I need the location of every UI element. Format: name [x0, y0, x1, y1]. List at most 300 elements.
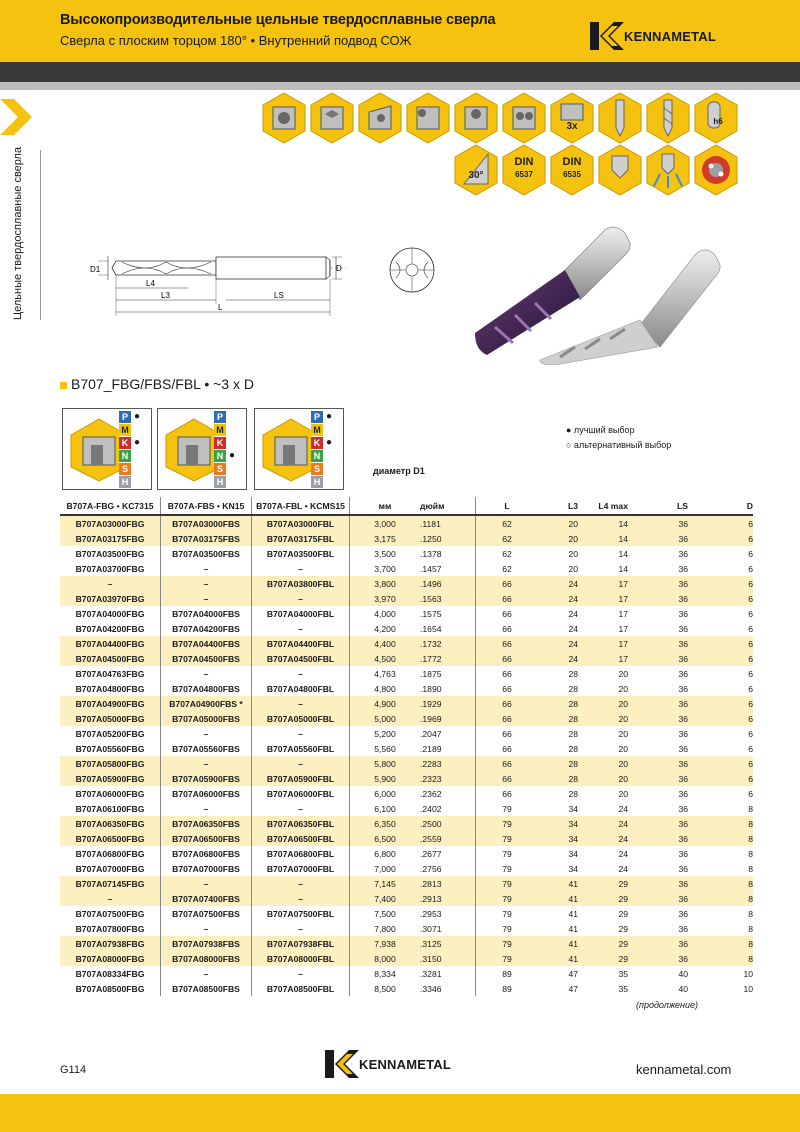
- cell-fbs: B707A05560FBS: [161, 741, 252, 756]
- cell-inch: .3125: [420, 936, 476, 951]
- cell-inch: .2283: [420, 756, 476, 771]
- cell-fbg: B707A03000FBG: [60, 515, 161, 531]
- col-l: L: [476, 497, 539, 515]
- material-rating: [134, 449, 146, 462]
- cell-ls: 36: [628, 711, 688, 726]
- cell-fbl: B707A07500FBL: [252, 906, 350, 921]
- cell-fbs: B707A04400FBS: [161, 636, 252, 651]
- cell-fbg: B707A05900FBG: [60, 771, 161, 786]
- din-6535-label-b: 6535: [563, 170, 581, 179]
- table-row: [60, 531, 753, 546]
- cell-fbl: B707A08500FBL: [252, 981, 350, 996]
- cell-fbl: B707A06000FBL: [252, 786, 350, 801]
- drill-straight-icon: [598, 92, 642, 144]
- cell-l3: 34: [568, 848, 578, 859]
- material-rating: [229, 475, 241, 488]
- cell-d: 6: [688, 591, 753, 606]
- cell-l4: 17: [578, 636, 628, 651]
- material-rating: [229, 423, 241, 436]
- diameter-header: диаметр D1: [373, 466, 425, 476]
- cell-d: 8: [688, 891, 753, 906]
- cell-l3: 34: [568, 863, 578, 874]
- table-row: [60, 606, 753, 621]
- cell-ls: 36: [628, 771, 688, 786]
- cell-l3: 41: [538, 936, 578, 951]
- table-row: [60, 936, 753, 951]
- cell-inch: .3150: [420, 951, 476, 966]
- material-n: N: [214, 450, 226, 463]
- cell-d: 6: [748, 728, 753, 739]
- cell-fbg: B707A03970FBG: [60, 591, 161, 606]
- cell-fbl: –: [252, 801, 350, 816]
- cell-l3: 24: [538, 591, 578, 606]
- table-row: [60, 711, 753, 726]
- material-p: P: [214, 411, 226, 424]
- cell-fbs: –: [161, 591, 252, 606]
- dim-d1: D1: [90, 265, 101, 274]
- material-group-column: [119, 411, 131, 489]
- cell-mm: 5,900: [350, 771, 421, 786]
- cell-fbg: B707A06800FBG: [75, 848, 145, 859]
- cell-inch: .2047: [420, 728, 442, 739]
- cell-fbl: –: [252, 756, 350, 771]
- cell-l4: 17: [618, 623, 628, 634]
- cell-l3: 28: [568, 668, 578, 679]
- table-row: [60, 786, 753, 801]
- cell-inch: .1875: [420, 668, 442, 679]
- drill-point-icon: [598, 144, 642, 196]
- cell-inch: .1378: [420, 548, 442, 559]
- cell-l4: 17: [578, 576, 628, 591]
- material-m: M: [311, 424, 323, 437]
- material-rating: [326, 449, 338, 462]
- header-bar: [0, 0, 800, 62]
- cell-fbs: B707A04500FBS: [161, 651, 252, 666]
- cell-mm: 4,763: [350, 666, 421, 681]
- cell-l3: 24: [538, 576, 578, 591]
- kennametal-logo-icon: [325, 1050, 359, 1078]
- cell-mm: 6,500: [350, 831, 421, 846]
- depth-ratio-label: 3x: [566, 121, 578, 132]
- cell-fbs: B707A05900FBS: [161, 771, 252, 786]
- through-hole-icon: [262, 92, 306, 144]
- table-header-row: [60, 497, 753, 515]
- cell-fbs: –: [161, 966, 252, 981]
- cell-d: 6: [748, 563, 753, 574]
- cell-d: 6: [688, 651, 753, 666]
- cell-d: 6: [688, 576, 753, 591]
- cell-fbg: B707A07500FBG: [75, 908, 145, 919]
- cell-fbs: –: [161, 576, 252, 591]
- cell-ls: 36: [678, 863, 688, 874]
- din-6535-label-a: DIN: [562, 156, 582, 168]
- cell-l4: 20: [578, 711, 628, 726]
- cell-fbl: B707A03500FBL: [252, 546, 350, 561]
- cell-l4: 14: [578, 515, 628, 531]
- cell-l4: 14: [578, 531, 628, 546]
- cell-l4: 17: [578, 651, 628, 666]
- table-row: [60, 981, 753, 996]
- cell-l: 66: [476, 786, 539, 801]
- cell-mm: 8,334: [350, 966, 421, 981]
- cell-fbg: B707A05560FBG: [75, 743, 145, 754]
- cell-l4: 17: [618, 608, 628, 619]
- cell-mm: 3,500: [350, 546, 421, 561]
- cell-inch: .1732: [420, 636, 476, 651]
- cell-fbs: –: [161, 726, 252, 741]
- table-row: [60, 546, 753, 561]
- cell-d: 10: [743, 983, 753, 994]
- material-rating: [229, 410, 241, 423]
- cell-mm: 3,700: [350, 561, 421, 576]
- cell-ls: 36: [628, 891, 688, 906]
- cell-inch: .2362: [420, 788, 442, 799]
- cell-inch: .2500: [420, 816, 476, 831]
- material-rating: [134, 462, 146, 475]
- cell-l: 66: [476, 711, 539, 726]
- website-link[interactable]: kennametal.com: [636, 1062, 732, 1077]
- cell-l3: 41: [538, 951, 578, 966]
- cell-fbg: B707A08500FBG: [75, 983, 145, 994]
- cell-l: 66: [476, 636, 539, 651]
- table-row: [60, 636, 753, 651]
- cell-l4: 20: [578, 771, 628, 786]
- cell-l: 79: [476, 876, 539, 891]
- dim-l4: L4: [146, 279, 155, 288]
- cell-mm: 4,900: [350, 696, 421, 711]
- cell-d: 6: [688, 771, 753, 786]
- cell-mm: 5,800: [350, 756, 421, 771]
- table-row: [60, 831, 753, 846]
- cell-l3: 20: [538, 515, 578, 531]
- cell-fbl: –: [252, 921, 350, 936]
- cell-ls: 36: [628, 951, 688, 966]
- material-card: [254, 408, 344, 490]
- cell-inch: .2323: [420, 771, 476, 786]
- table-row: [60, 951, 753, 966]
- depth-ratio-icon: [550, 92, 594, 144]
- cell-l: 89: [476, 966, 539, 981]
- cell-fbs: B707A07400FBS: [161, 891, 252, 906]
- cell-l3: 28: [538, 771, 578, 786]
- cell-mm: 4,500: [350, 651, 421, 666]
- material-rating: [134, 475, 146, 488]
- cell-ls: 36: [628, 651, 688, 666]
- cell-fbs: B707A04000FBS: [161, 606, 252, 621]
- col-ls: LS: [628, 497, 688, 515]
- cell-ls: 36: [678, 788, 688, 799]
- cell-d: 8: [688, 816, 753, 831]
- table-row: [60, 621, 753, 636]
- cell-d: 8: [688, 831, 753, 846]
- cell-fbl: B707A07000FBL: [252, 861, 350, 876]
- table-body: [60, 515, 753, 996]
- cell-l4: 20: [618, 788, 628, 799]
- cell-fbs: B707A07500FBS: [161, 906, 252, 921]
- cell-ls: 36: [678, 623, 688, 634]
- cell-l: 66: [476, 681, 539, 696]
- cell-mm: 8,500: [350, 981, 421, 996]
- table-row: [60, 771, 753, 786]
- cell-fbg: B707A08000FBG: [60, 951, 161, 966]
- cell-fbl: B707A03800FBL: [252, 576, 350, 591]
- side-section-label: Цельные твердосплавные сверла: [12, 146, 24, 320]
- cell-fbg: B707A04400FBG: [60, 636, 161, 651]
- cell-fbl: –: [252, 891, 350, 906]
- cell-ls: 36: [628, 756, 688, 771]
- cell-fbg: B707A07800FBG: [75, 923, 145, 934]
- cell-d: 6: [748, 683, 753, 694]
- cell-l3: 34: [568, 803, 578, 814]
- cell-fbs: B707A07000FBS: [161, 861, 252, 876]
- cell-fbg: B707A06350FBG: [60, 816, 161, 831]
- cell-l3: 41: [538, 891, 578, 906]
- cell-fbs: –: [161, 756, 252, 771]
- cell-l3: 41: [538, 876, 578, 891]
- cell-mm: 5,200: [350, 726, 421, 741]
- col-fbs: B707A-FBS • KN15: [161, 497, 252, 515]
- cell-ls: 36: [628, 816, 688, 831]
- cell-fbg: B707A05800FBG: [60, 756, 161, 771]
- cell-l3: 24: [568, 608, 578, 619]
- dim-d: D: [336, 264, 342, 273]
- curved-surface-icon: [454, 92, 498, 144]
- cell-fbl: –: [252, 666, 350, 681]
- section-title-text: B707_FBG/FBS/FBL • ~3 x D: [71, 376, 254, 392]
- cell-fbl: –: [252, 621, 350, 636]
- cell-l4: 14: [618, 563, 628, 574]
- material-n: N: [119, 450, 131, 463]
- cell-d: 6: [688, 711, 753, 726]
- cell-ls: 36: [628, 576, 688, 591]
- col-mm: мм: [350, 497, 421, 515]
- cell-mm: 3,175: [350, 531, 421, 546]
- cell-ls: 36: [678, 548, 688, 559]
- drill-helix-icon: [646, 92, 690, 144]
- table-row: [60, 861, 753, 876]
- material-rating: ●: [229, 450, 236, 461]
- cell-fbs: B707A05000FBS: [161, 711, 252, 726]
- cell-ls: 36: [678, 923, 688, 934]
- cell-ls: 36: [678, 728, 688, 739]
- cell-d: 8: [748, 803, 753, 814]
- cell-l3: 20: [568, 563, 578, 574]
- cell-fbl: B707A04400FBL: [252, 636, 350, 651]
- material-h: H: [119, 476, 131, 489]
- material-rating: [326, 423, 338, 436]
- table-row: [60, 515, 753, 531]
- cell-fbg: –: [60, 576, 161, 591]
- cell-fbs: B707A03175FBS: [161, 531, 252, 546]
- cell-inch: .2756: [420, 863, 442, 874]
- material-group-column: [311, 411, 323, 489]
- material-rating-column: [229, 410, 241, 488]
- cell-mm: 4,800: [350, 681, 421, 696]
- cell-fbs: –: [161, 921, 252, 936]
- header-stripe: [0, 62, 800, 82]
- material-group-column: [214, 411, 226, 489]
- cell-d: 10: [743, 968, 753, 979]
- cell-l: 62: [476, 546, 539, 561]
- cell-ls: 36: [628, 515, 688, 531]
- cell-mm: 3,000: [350, 515, 421, 531]
- cell-l4: 29: [578, 936, 628, 951]
- material-rating: [229, 436, 241, 449]
- cell-ls: 36: [678, 668, 688, 679]
- cell-fbs: B707A03500FBS: [161, 546, 252, 561]
- cell-d: 6: [748, 623, 753, 634]
- chevron-right-icon: [0, 95, 44, 139]
- cell-fbs: –: [161, 876, 252, 891]
- cell-fbs: B707A04900FBS *: [161, 696, 252, 711]
- cell-ls: 36: [678, 848, 688, 859]
- col-l3: L3: [538, 497, 578, 515]
- cell-l4: 24: [578, 831, 628, 846]
- entry-angle-label: 30°: [468, 170, 484, 181]
- table-row: [60, 591, 753, 606]
- table-row: [60, 966, 753, 981]
- cell-l3: 34: [538, 816, 578, 831]
- cell-fbl: B707A06500FBL: [252, 831, 350, 846]
- cell-fbs: B707A06800FBS: [161, 846, 252, 861]
- table-row: [60, 681, 753, 696]
- cell-fbg: B707A08334FBG: [75, 968, 145, 979]
- dim-l: L: [218, 303, 223, 312]
- cell-mm: 7,000: [350, 861, 421, 876]
- cell-l: 62: [476, 561, 539, 576]
- cell-mm: 4,400: [350, 636, 421, 651]
- cell-l: 79: [476, 906, 539, 921]
- cell-ls: 36: [678, 683, 688, 694]
- cell-mm: 5,560: [350, 741, 421, 756]
- page-subtitle: Сверла с плоским торцом 180° • Внутренний подвод СОЖ: [60, 33, 412, 48]
- cell-l: 66: [476, 726, 539, 741]
- cell-l: 66: [476, 756, 539, 771]
- cell-fbg: B707A06000FBG: [75, 788, 145, 799]
- cell-fbg: B707A04800FBG: [75, 683, 145, 694]
- kennametal-logo-icon: [590, 22, 624, 50]
- cell-fbg: B707A04763FBG: [75, 668, 145, 679]
- cell-mm: 6,800: [350, 846, 421, 861]
- material-k: K: [311, 437, 323, 450]
- cell-inch: .2189: [420, 743, 442, 754]
- cell-ls: 36: [628, 591, 688, 606]
- cell-fbs: –: [161, 801, 252, 816]
- edge-hole-icon: [406, 92, 450, 144]
- material-rating: [326, 475, 338, 488]
- cell-d: 8: [688, 876, 753, 891]
- cell-mm: 3,970: [350, 591, 421, 606]
- cell-ls: 36: [678, 563, 688, 574]
- cell-fbl: B707A04500FBL: [252, 651, 350, 666]
- cell-mm: 7,800: [350, 921, 421, 936]
- cell-fbg: –: [60, 891, 161, 906]
- side-divider: [40, 150, 41, 320]
- cell-ls: 36: [678, 908, 688, 919]
- material-card: [157, 408, 247, 490]
- cell-l3: 28: [568, 728, 578, 739]
- cell-ls: 40: [678, 968, 688, 979]
- table-row: [60, 576, 753, 591]
- continued-note: (продолжение): [636, 1000, 698, 1010]
- cell-mm: 7,400: [350, 891, 421, 906]
- cell-l: 89: [476, 981, 539, 996]
- material-s: S: [311, 463, 323, 476]
- cell-l3: 20: [538, 531, 578, 546]
- table-row: [60, 846, 753, 861]
- cell-l4: 24: [618, 803, 628, 814]
- material-s: S: [119, 463, 131, 476]
- cell-fbl: B707A06800FBL: [252, 846, 350, 861]
- cell-l4: 29: [578, 891, 628, 906]
- cell-l4: 20: [578, 696, 628, 711]
- cell-fbg: B707A04500FBG: [60, 651, 161, 666]
- cell-fbl: –: [252, 726, 350, 741]
- table-row: [60, 801, 753, 816]
- material-rating: [134, 423, 146, 436]
- cell-fbg: B707A04200FBG: [75, 623, 145, 634]
- cell-fbl: –: [252, 876, 350, 891]
- cell-mm: 6,100: [350, 801, 421, 816]
- cell-ls: 36: [628, 696, 688, 711]
- cell-ls: 36: [628, 636, 688, 651]
- cell-l3: 24: [538, 636, 578, 651]
- cell-l3: 28: [538, 696, 578, 711]
- cell-mm: 7,500: [350, 906, 421, 921]
- cell-ls: 40: [678, 983, 688, 994]
- cell-inch: .1457: [420, 563, 442, 574]
- product-table: [60, 497, 753, 996]
- table-row: [60, 696, 753, 711]
- material-n: N: [311, 450, 323, 463]
- footer-brand-name: KENNAMETAL: [359, 1056, 452, 1072]
- drill-dimension-drawing: [86, 240, 446, 320]
- cell-l4: 20: [618, 728, 628, 739]
- cell-inch: .3281: [420, 968, 442, 979]
- cell-l3: 28: [568, 788, 578, 799]
- material-rating: ●: [326, 411, 333, 422]
- legend-alt: ○ альтернативный выбор: [566, 440, 672, 450]
- legend-best: ● лучший выбор: [566, 425, 635, 435]
- footer-bar: [0, 1094, 800, 1132]
- material-k: K: [119, 437, 131, 450]
- col-d: D: [688, 497, 753, 515]
- brand-name: KENNAMETAL: [624, 28, 717, 44]
- cell-fbl: –: [252, 561, 350, 576]
- legend: [566, 423, 671, 453]
- cell-l4: 20: [578, 756, 628, 771]
- cell-ls: 36: [628, 831, 688, 846]
- cell-l4: 29: [578, 876, 628, 891]
- cell-l4: 14: [618, 548, 628, 559]
- cell-l: 62: [476, 531, 539, 546]
- cell-inch: .2559: [420, 831, 476, 846]
- table-row: [60, 666, 753, 681]
- cell-d: 6: [688, 515, 753, 531]
- cell-l3: 20: [568, 548, 578, 559]
- drill-product-photo: [465, 215, 745, 365]
- cell-mm: 6,350: [350, 816, 421, 831]
- cell-fbg: B707A05000FBG: [60, 711, 161, 726]
- cell-d: 8: [688, 951, 753, 966]
- cell-d: 6: [748, 743, 753, 754]
- cell-inch: .1575: [420, 608, 442, 619]
- material-rating: [229, 462, 241, 475]
- cell-l4: 35: [618, 983, 628, 994]
- cell-fbg: B707A07145FBG: [60, 876, 161, 891]
- cell-l4: 35: [618, 968, 628, 979]
- cell-d: 8: [748, 923, 753, 934]
